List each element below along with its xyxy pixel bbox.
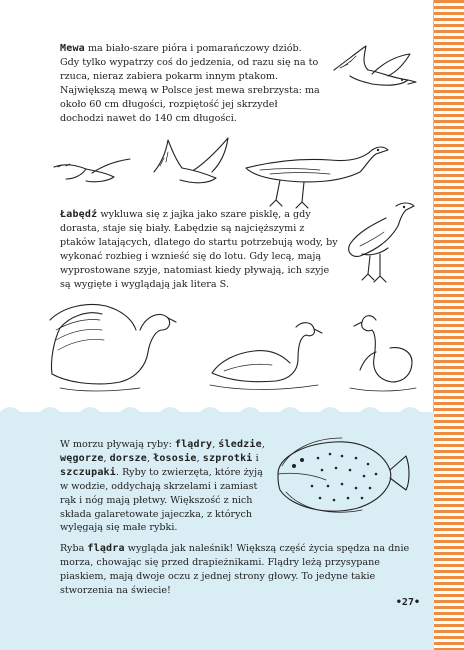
fish-name-flounder: flądry — [174, 439, 213, 450]
fish-name-herring: śledzie — [218, 439, 262, 450]
seagull-text: ma biało-szare pióra i pomarańczowy dziób. Gdy tylko wypatrzy coś do jedzenia, od razu się na to rzuca, nieraz zabiera pokarm innym ptakom. Największą mewą w Polsce jest mewa srebrzysta: ma około 60 cm długości, rozpiętość jej skrzydeł dochodzi nawet do 140 cm długości. — [60, 43, 320, 124]
page-number: •27• — [395, 597, 420, 608]
fish-text: . Ryby to zwierzęta, które żyją w wodzie, oddychają skrzelami i zamiast rąk i nóg mają płetwy. Większość z nich składa galaretowate jajeczka, z których wylęgają się małe rybki. — [60, 466, 263, 534]
fish-name-eel: węgorze — [60, 452, 104, 464]
flounder-icon — [272, 430, 417, 525]
gull-flying-icon — [330, 40, 420, 100]
fish-intro: W morzu pływają ryby: — [60, 439, 175, 450]
flounder-prefix: Ryba — [60, 543, 88, 554]
fish-name-sprat: szprotki — [202, 452, 253, 464]
flounder-paragraph — [60, 542, 415, 598]
seagull-paragraph — [60, 42, 322, 125]
swan-text: wykluwa się z jajka jako szare pisklę, a gdy dorasta, staje się biały. Łabędzie są najcięższymi z ptaków latających, dlatego do startu potrzebują wody, by wykonać rozbieg i wznieść się do lotu. Gdy lecą, mają wyprostowane szyje, natomiast kiedy pływają, ich szyje są wygięte i wyglądają jak litera S. — [60, 209, 338, 290]
seagull-keyword: Mewa — [60, 43, 85, 54]
decorative-stripe — [433, 0, 464, 650]
fish-name-salmon: łososie — [153, 452, 197, 464]
fish-name-pike: szczupaki — [60, 466, 116, 478]
swan-icon — [40, 300, 190, 400]
flounder-keyword: flądra — [87, 543, 125, 554]
flounder-text: wygląda jak naleśnik! Większą część życia spędza na dnie morza, chowając się przed drapieżnikami. Flądry leżą przysypane piaskiem, mają dwoje oczu z jednej strony głowy. To jedyne takie stworzenia na świecie! — [60, 543, 410, 596]
gull-standing-icon — [340, 196, 420, 291]
swan-icon — [200, 315, 335, 395]
swan-icon — [340, 310, 420, 395]
gull-icon — [150, 132, 235, 192]
swan-paragraph — [60, 208, 340, 291]
swan-keyword: Łabędź — [60, 209, 98, 220]
gull-icon — [52, 155, 132, 190]
fish-name-cod: dorsze — [109, 452, 147, 464]
fish-paragraph: W morzu pływają ryby: flądry, śledzie, węgorze, dorsze, łososie, szprotki i szczupaki. Ryby to zwierzęta, które żyją w wodzie, oddychają skrzelami i zamiast rąk i nóg mają płetwy. Większość z nich składa galaretowate jajeczka, z których wylęgają się małe rybki. — [60, 439, 265, 534]
